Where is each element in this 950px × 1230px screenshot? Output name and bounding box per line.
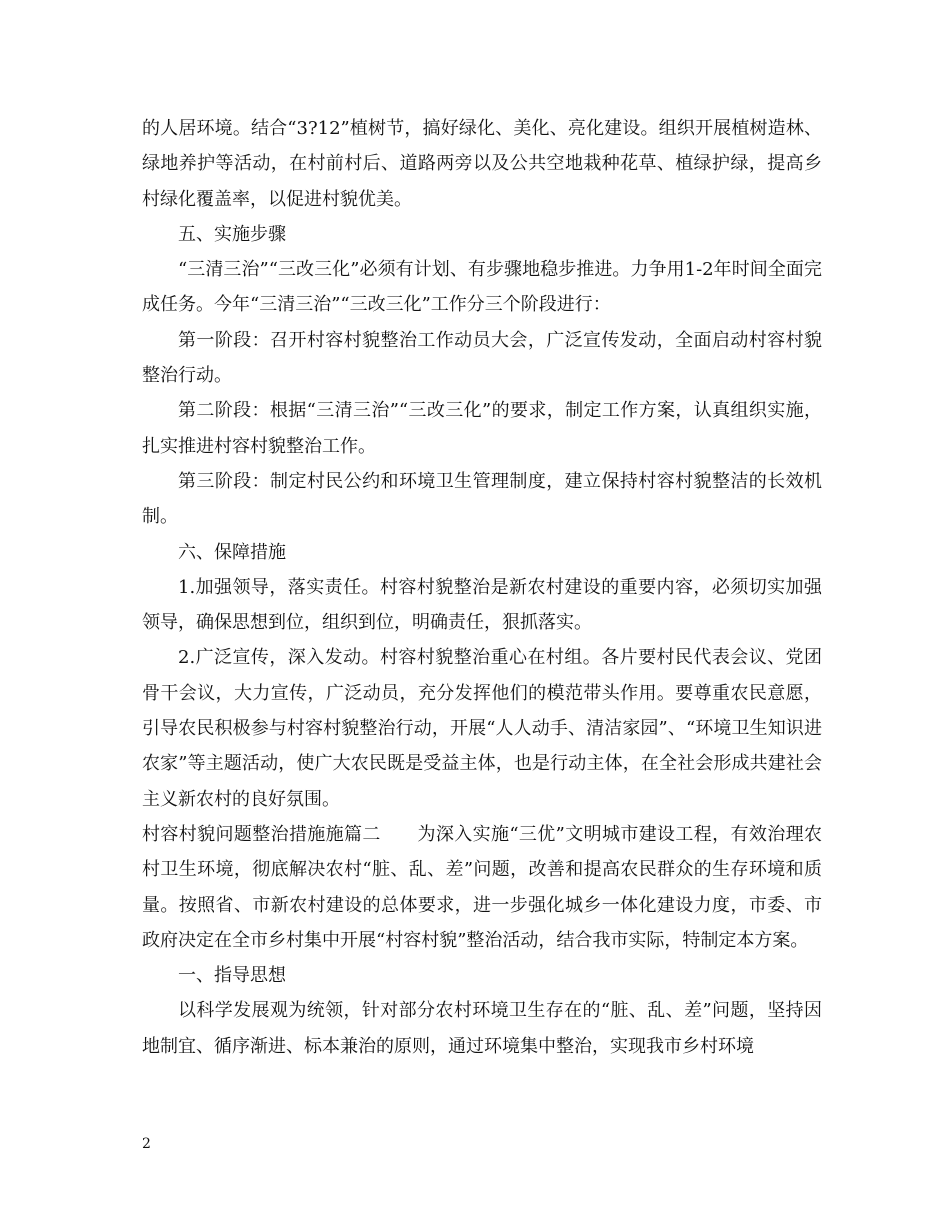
document-body	[142, 111, 822, 1064]
section-heading-safeguards: 六、保障措施	[178, 541, 286, 563]
paragraph-part-two-intro: 村容村貌问题整治措施施篇二 为深入实施“三优”文明城市建设工程，有效治理农村卫生环境，彻底解决农村“脏、乱、差”问题，改善和提高农民群众的生存环境和质量。按照省、市新农村建设的总体要求，进一步强化城乡一体化建设力度，市委、市政府决定在全市乡村集中开展“村容村貌”整治活动，结合我市实际，特制定本方案。	[142, 823, 822, 951]
paragraph-phase-two: 第二阶段：根据“三清三治”“三改三化”的要求，制定工作方案，认真组织实施，扎实推进村容村貌整治工作。	[142, 400, 822, 457]
paragraph-safeguard-leadership: 1.加强领导，落实责任。村容村貌整治是新农村建设的重要内容，必须切实加强领导，确保思想到位，组织到位，明确责任，狠抓落实。	[142, 576, 822, 634]
paragraph-guiding-thought: 以科学发展观为统领，针对部分农村环境卫生存在的“脏、乱、差”问题，坚持因地制宜、循序渐进、标本兼治的原则，通过环境集中整治，实现我市乡村环境	[142, 1000, 822, 1057]
section-heading-guiding-thought: 一、指导思想	[178, 965, 286, 987]
paragraph-intro-continued: 的人居环境。结合“3?12”植树节，搞好绿化、美化、亮化建设。组织开展植树造林、绿地养护等活动，在村前村后、道路两旁以及公共空地栽种花草、植绿护绿，提高乡村绿化覆盖率，以促进村貌优美。	[142, 118, 822, 210]
paragraph-steps-overview: “三清三治”“三改三化”必须有计划、有步骤地稳步推进。力争用1-2年时间全面完成任务。今年“三清三治”“三改三化”工作分三个阶段进行：	[142, 259, 822, 316]
section-heading-implementation-steps: 五、实施步骤	[178, 223, 286, 245]
page-number: 2	[142, 1136, 151, 1152]
paragraph-phase-three: 第三阶段：制定村民公约和环境卫生管理制度，建立保持村容村貌整洁的长效机制。	[142, 470, 822, 528]
paragraph-phase-one: 第一阶段：召开村容村貌整治工作动员大会，广泛宣传发动，全面启动村容村貌整治行动。	[142, 329, 822, 387]
paragraph-safeguard-publicity: 2.广泛宣传，深入发动。村容村貌整治重心在村组。各片要村民代表会议、党团骨干会议，大力宣传，广泛动员，充分发挥他们的模范带头作用。要尊重农民意愿，引导农民积极参与村容村貌整治行动，开展“人人动手、清洁家园”、“环境卫生知识进农家”等主题活动，使广大农民既是受益主体，也是行动主体，在全社会形成共建社会主义新农村的良好氛围。	[142, 647, 822, 810]
